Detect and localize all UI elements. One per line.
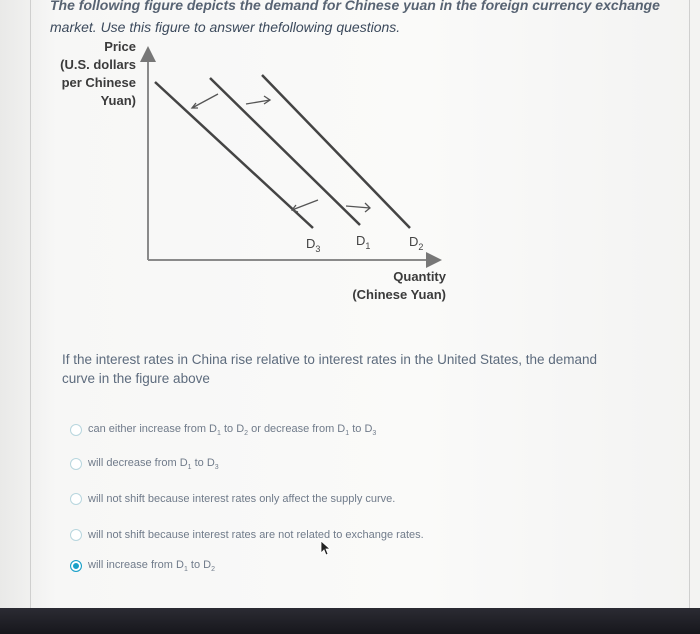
curve-label-d3: $D_3$: [306, 236, 321, 254]
option-label[interactable]: will decrease from $D_1$ to $D_3$: [88, 456, 219, 472]
intro-line-2: market. Use this figure to answer thefollowing questions.: [50, 19, 401, 35]
answer-option-4[interactable]: [70, 526, 424, 544]
curve-label-d2: $D_2$: [409, 234, 424, 252]
y-axis-label-line: (U.S. dollars: [60, 57, 136, 72]
option-label[interactable]: will not shift because interest rates only affect the supply curve.: [88, 493, 396, 505]
option-label[interactable]: will increase from $D_1$ to $D_2$: [88, 558, 216, 574]
radio-button[interactable]: [70, 529, 82, 541]
arrow-right-bottom: [346, 206, 370, 208]
arrow-left-top: [192, 94, 218, 108]
answer-option-3[interactable]: [70, 490, 395, 508]
mouse-cursor-icon: [320, 540, 332, 556]
option-label[interactable]: can either increase from $D_1$ to $D_2$ or decrease from $D_1$ to $D_3$: [88, 422, 377, 438]
x-axis-label-line: Quantity: [393, 269, 446, 284]
question-text: If the interest rates in China rise relative to interest rates in the United States, the demand curve in the figure above: [62, 352, 598, 386]
answer-option-5[interactable]: [70, 557, 215, 575]
intro-line-1: The following figure depicts the demand for Chinese yuan in the foreign currency exchange: [50, 0, 660, 13]
curve-label-d1: $D_1$: [356, 233, 371, 251]
screen-bottom-bezel: [0, 608, 700, 634]
y-axis-label-line: Price: [104, 39, 136, 54]
demand-figure: [0, 0, 700, 300]
y-axis-label-line: Yuan): [100, 93, 136, 108]
option-label[interactable]: will not shift because interest rates are not related to exchange rates.: [88, 529, 424, 541]
radio-button[interactable]: [70, 424, 82, 436]
shift-arrows: [192, 94, 370, 212]
radio-button-selected[interactable]: [70, 560, 82, 572]
radio-button[interactable]: [70, 493, 82, 505]
radio-button[interactable]: [70, 458, 82, 470]
x-axis-label-line: (Chinese Yuan): [352, 287, 446, 302]
answer-option-1[interactable]: [70, 421, 376, 439]
answer-option-2[interactable]: [70, 455, 219, 473]
y-axis-label-line: per Chinese: [61, 75, 136, 90]
x-axis-label: [320, 268, 446, 304]
